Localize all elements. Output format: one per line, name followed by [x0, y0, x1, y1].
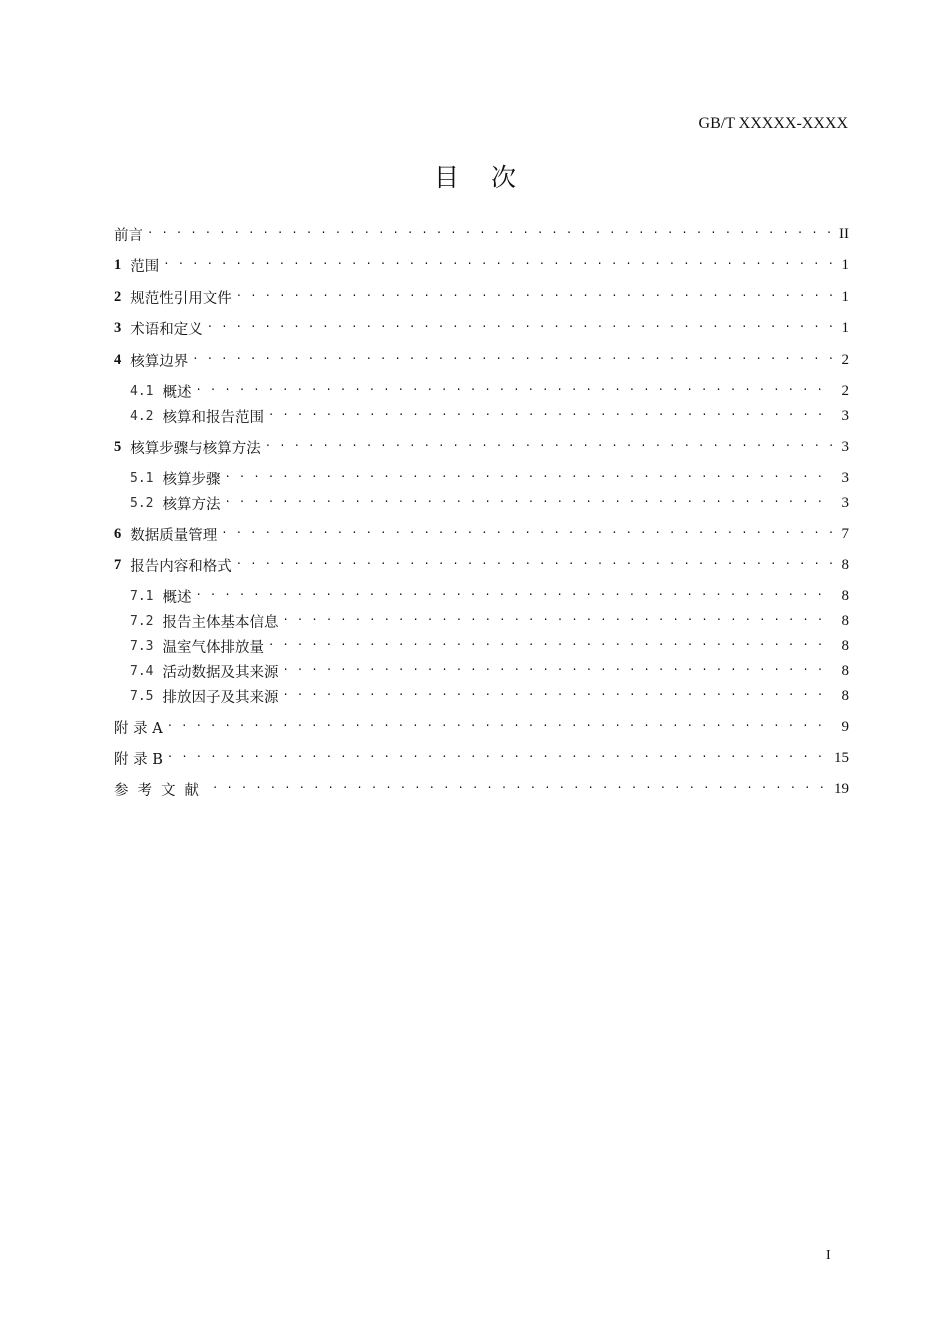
- toc-label: 核算方法: [162, 496, 221, 513]
- toc-label: 附 录 B: [114, 751, 163, 768]
- toc-page: 8: [841, 687, 849, 704]
- toc-entry-appendix-b[interactable]: [114, 746, 849, 770]
- toc-leader-dots: [195, 584, 833, 608]
- toc-number: 4.2: [130, 408, 154, 424]
- toc-leader-dots: [195, 379, 833, 403]
- toc-number: 2: [114, 288, 122, 305]
- page-number: I: [826, 1248, 831, 1263]
- toc-number: 7.1: [130, 588, 154, 604]
- toc-page: 19: [834, 780, 849, 797]
- toc-leader-dots: [212, 777, 828, 801]
- toc-label: 概述: [162, 384, 192, 401]
- toc-page: 8: [841, 637, 849, 654]
- toc-number: 7.5: [130, 688, 154, 704]
- toc-label: 前言: [114, 227, 143, 244]
- toc-page: 1: [841, 319, 849, 336]
- toc-entry-preface[interactable]: [114, 222, 849, 246]
- toc-page: 8: [841, 612, 849, 629]
- toc-leader-dots: [268, 404, 833, 428]
- toc-page: 1: [841, 288, 849, 305]
- toc-entry-7-2[interactable]: [130, 609, 849, 633]
- toc-leader-dots: [236, 285, 833, 309]
- toc-page: 8: [841, 662, 849, 679]
- toc-leader-dots: [163, 253, 833, 277]
- toc-label: 核算和报告范围: [162, 409, 264, 426]
- toc-entry-5-2[interactable]: [130, 491, 849, 515]
- toc-entry-4-2[interactable]: [130, 404, 849, 428]
- toc-page: 7: [841, 525, 849, 542]
- toc-number: 4.1: [130, 383, 154, 399]
- toc-number: 1: [114, 256, 122, 273]
- toc-leader-dots: [192, 348, 833, 372]
- toc-page: 8: [841, 587, 849, 604]
- toc-entry-7-4[interactable]: [130, 659, 849, 683]
- toc-number: 5: [114, 438, 122, 455]
- toc-label: 排放因子及其来源: [162, 689, 279, 706]
- toc-label: 活动数据及其来源: [162, 664, 279, 681]
- toc-entry-3[interactable]: [114, 316, 849, 340]
- toc-number: 5.2: [130, 495, 154, 511]
- toc-page: 1: [841, 256, 849, 273]
- toc-page: II: [839, 225, 849, 242]
- toc-page: 2: [841, 351, 849, 368]
- toc-leader-dots: [167, 715, 833, 739]
- toc-label: 术语和定义: [130, 321, 203, 338]
- toc-entry-7-3[interactable]: [130, 634, 849, 658]
- toc-leader-dots: [221, 522, 833, 546]
- toc-label: 核算步骤与核算方法: [130, 440, 261, 457]
- toc-entry-1[interactable]: [114, 253, 849, 277]
- toc-label: 规范性引用文件: [130, 290, 232, 307]
- toc-label: 参考文献: [114, 782, 208, 799]
- toc-label: 报告内容和格式: [130, 558, 232, 575]
- toc-number: 7: [114, 556, 122, 573]
- toc-page: 15: [834, 749, 849, 766]
- toc-page: 2: [841, 382, 849, 399]
- toc-leader-dots: [224, 491, 833, 515]
- toc-label: 报告主体基本信息: [162, 614, 279, 631]
- toc-leader-dots: [207, 316, 833, 340]
- toc-number: 6: [114, 525, 122, 542]
- standard-code: GB/T XXXXX-XXXX: [698, 115, 848, 132]
- toc-leader-dots: [282, 659, 833, 683]
- toc-leader-dots: [167, 746, 828, 770]
- toc-number: 3: [114, 319, 122, 336]
- toc-page: 9: [841, 718, 849, 735]
- toc-label: 范围: [130, 258, 160, 275]
- toc-label: 数据质量管理: [130, 527, 218, 544]
- toc-page: 3: [841, 494, 849, 511]
- toc-leader-dots: [236, 553, 833, 577]
- toc-entry-2[interactable]: [114, 285, 849, 309]
- toc-page: 3: [841, 438, 849, 455]
- toc-leader-dots: [282, 684, 833, 708]
- toc-entry-7-1[interactable]: [130, 584, 849, 608]
- toc-leader-dots: [224, 466, 833, 490]
- toc-label: 概述: [162, 589, 192, 606]
- toc-number: 7.4: [130, 663, 154, 679]
- toc-entry-4-1[interactable]: [130, 379, 849, 403]
- toc-entry-references[interactable]: [114, 777, 849, 801]
- toc-entry-appendix-a[interactable]: [114, 715, 849, 739]
- toc-entry-4[interactable]: [114, 348, 849, 372]
- toc-label: 温室气体排放量: [162, 639, 264, 656]
- toc-entry-5-1[interactable]: [130, 466, 849, 490]
- toc-leader-dots: [265, 435, 833, 459]
- toc-leader-dots: [147, 222, 833, 246]
- toc-entry-7[interactable]: [114, 553, 849, 577]
- toc-label: 核算步骤: [162, 471, 221, 488]
- toc-entry-6[interactable]: [114, 522, 849, 546]
- toc-number: 7.3: [130, 638, 154, 654]
- toc-label: 附 录 A: [114, 720, 163, 737]
- toc-entry-7-5[interactable]: [130, 684, 849, 708]
- toc-number: 5.1: [130, 470, 154, 486]
- toc-number: 4: [114, 351, 122, 368]
- toc-entry-5[interactable]: [114, 435, 849, 459]
- toc-label: 核算边界: [130, 353, 189, 370]
- toc-leader-dots: [282, 609, 833, 633]
- toc-leader-dots: [268, 634, 833, 658]
- toc-page: 3: [841, 407, 849, 424]
- toc-page: 8: [841, 556, 849, 573]
- page-title: 目 次: [434, 163, 528, 192]
- toc-page: 3: [841, 469, 849, 486]
- toc-number: 7.2: [130, 613, 154, 629]
